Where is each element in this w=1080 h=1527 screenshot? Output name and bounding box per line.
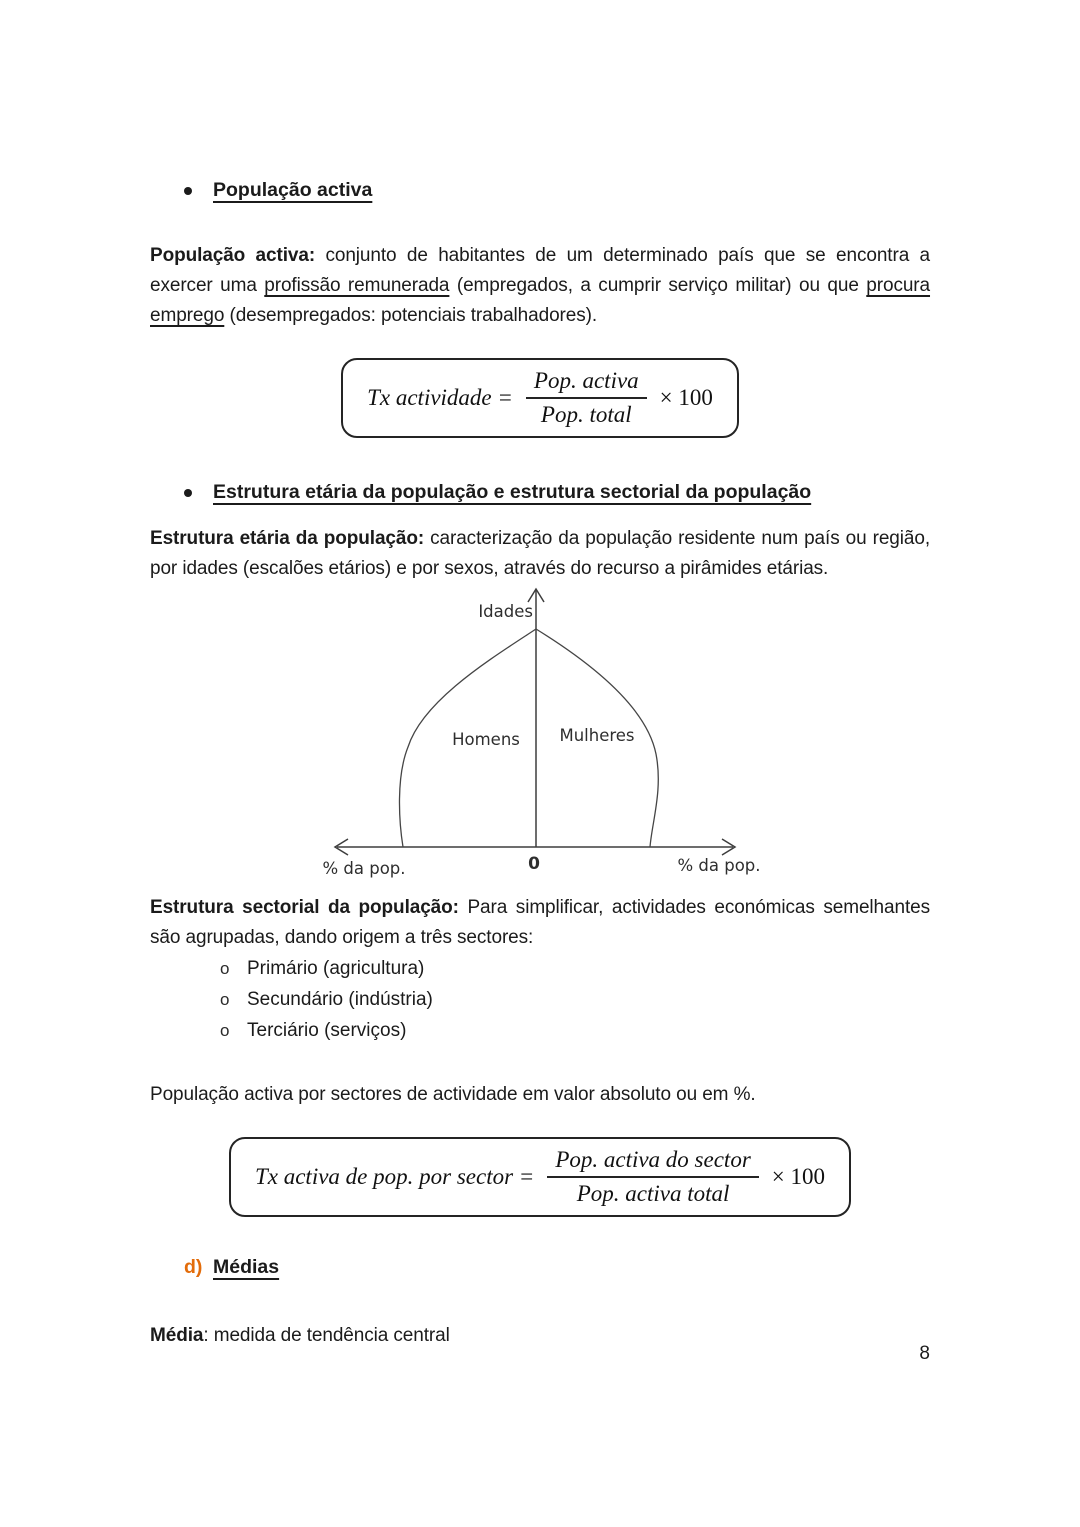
heading-estrutura [150, 478, 930, 506]
x-axis-right-label: % da pop. [677, 856, 761, 875]
heading-label: População activa [213, 179, 373, 201]
underlined-phrase: profissão remunerada [264, 275, 450, 296]
heading-letter: d) [184, 1256, 203, 1278]
page-number: 8 [919, 1343, 930, 1364]
list-item-label: Primário (agricultura) [247, 958, 425, 979]
fraction-denominator: Pop. total [540, 402, 632, 427]
formula-tx-activa-sector [229, 1137, 851, 1217]
left-region-label: Homens [452, 730, 520, 749]
sector-list [150, 953, 930, 1046]
list-item-primario [150, 953, 930, 984]
bullet-disc-icon [184, 489, 192, 497]
paragraph-text: Para simplificar, actividades económicas semelhantes são agrupadas, dando origem a três sectores: [150, 897, 930, 948]
list-item-terciario [150, 1015, 930, 1046]
fraction-denominator: Pop. activa total [576, 1181, 730, 1206]
population-pyramid-diagram [300, 584, 780, 884]
formula-fraction [547, 1147, 758, 1207]
heading-label: Médias [213, 1256, 280, 1278]
right-region-label: Mulheres [559, 726, 635, 745]
paragraph-populacao-activa [150, 241, 930, 331]
paragraph-text: conjunto de habitantes de um determinado país que se encontra a exercer uma [150, 245, 931, 296]
formula-tx-actividade [341, 358, 739, 438]
circle-bullet-icon: o [220, 959, 230, 978]
fraction-numerator: Pop. activa [526, 368, 647, 399]
heading-populacao-activa [150, 176, 930, 204]
paragraph-lead: Média [150, 1325, 204, 1346]
paragraph-sector-note: População activa por sectores de actividade em valor absoluto ou em %. [150, 1084, 756, 1105]
formula-lhs: Tx actividade = [367, 385, 513, 410]
y-axis-label: Idades [478, 602, 533, 621]
origin-label: 0 [528, 854, 540, 874]
underlined-phrase: procura emprego [150, 275, 931, 326]
circle-bullet-icon: o [220, 1021, 230, 1040]
paragraph-lead: Estrutura etária da população: [150, 528, 425, 549]
x-axis-left-label: % da pop. [322, 859, 406, 878]
formula-rhs: × 100 [659, 385, 713, 410]
paragraph-text: (desempregados: potenciais trabalhadores). [224, 305, 598, 326]
heading-label: Estrutura etária da população e estrutura sectorial da população [213, 481, 812, 503]
paragraph-text: (empregados, a cumprir serviço militar) ou que [449, 275, 867, 296]
formula-rhs: × 100 [771, 1164, 826, 1189]
circle-bullet-icon: o [220, 990, 230, 1009]
heading-d-medias [150, 1253, 930, 1281]
paragraph-text: : medida de tendência central [203, 1325, 450, 1346]
list-item-label: Terciário (serviços) [247, 1020, 407, 1041]
paragraph-media [150, 1321, 930, 1351]
paragraph-lead: Estrutura sectorial da população: [150, 897, 459, 918]
formula-lhs: Tx activa de pop. por sector = [254, 1164, 535, 1189]
paragraph-text: caracterização da população residente num país ou região, por idades (escalões etários) e por sexos, através do recurso a pirâmides etárias. [150, 528, 930, 579]
fraction-numerator: Pop. activa do sector [547, 1147, 758, 1178]
paragraph-lead: População activa: [150, 245, 316, 266]
list-item-label: Secundário (indústria) [247, 989, 433, 1010]
list-item-secundario [150, 984, 930, 1015]
formula-fraction [526, 368, 647, 428]
paragraph-estrutura-etaria [150, 524, 930, 584]
paragraph-estrutura-sectorial [150, 893, 930, 953]
bullet-disc-icon [184, 187, 192, 195]
pyramid-svg [300, 584, 780, 884]
